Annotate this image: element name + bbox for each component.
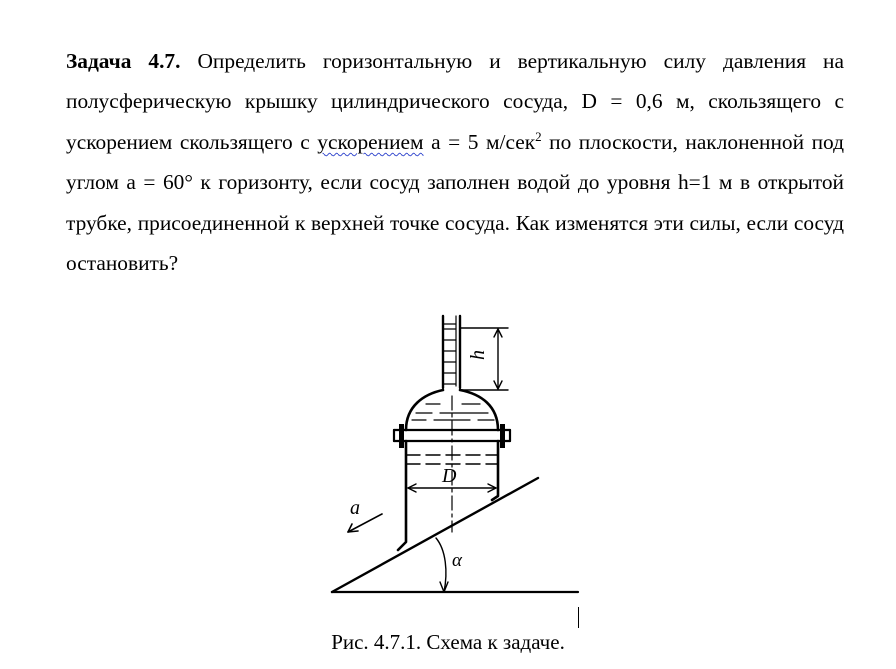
label-alpha: α <box>452 550 462 571</box>
problem-statement <box>66 41 844 283</box>
angle-arc <box>436 538 448 592</box>
vessel-diagram <box>328 310 590 600</box>
open-tube <box>443 316 460 388</box>
problem-text-part2: a = 5 м/сек <box>423 129 536 154</box>
unit-exponent: 2 <box>535 128 542 144</box>
cylinder-body <box>398 441 498 550</box>
problem-heading: Задача 4.7. <box>66 49 181 73</box>
text-cursor <box>578 607 579 628</box>
label-h: h <box>467 350 489 360</box>
spellcheck-flagged-word[interactable]: ускорением <box>317 129 424 154</box>
label-d: D <box>442 465 457 487</box>
figure-caption: Рис. 4.7.1. Схема к задаче. <box>331 630 565 654</box>
inclined-plane <box>332 478 578 592</box>
label-a: a <box>350 497 360 519</box>
problem-text-part3: по плоскости, наклоненной под углом a = 60° к горизонту, если сосуд заполнен водой до уровня h=1 м в открытой трубке, присоединенной к верхней точке сосуда. Как изменятся эти силы, если сосуд остановить? <box>66 129 844 276</box>
problem-text-part1: Определить горизонтальную и вертикальную силу давления на полусферическую крышку цилиндрического сосуда, D = 0,6 м, скользящего с ускорением скользящего с <box>66 49 844 154</box>
